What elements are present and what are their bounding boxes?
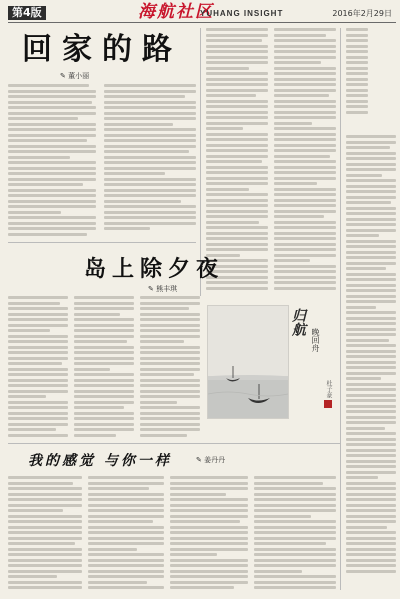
pen-icon: ✎ bbox=[196, 456, 202, 464]
article-body-col bbox=[274, 28, 336, 296]
issue-date: 2016年2月29日 bbox=[332, 9, 392, 18]
painting-artist: 晚回舟 bbox=[311, 328, 320, 352]
column-divider bbox=[340, 28, 341, 590]
article-body-col bbox=[8, 296, 68, 438]
author-name: 姜丹丹 bbox=[204, 456, 226, 464]
masthead-logo: 海航社区 bbox=[138, 2, 214, 22]
header-rule bbox=[8, 22, 396, 23]
article-byline bbox=[196, 456, 225, 465]
article-body-col bbox=[346, 135, 396, 590]
article-body-col bbox=[170, 476, 248, 592]
pen-icon: ✎ bbox=[148, 285, 154, 293]
article-title: 岛上除夕夜 bbox=[84, 256, 225, 282]
painting-signature: 杜子豪 bbox=[325, 380, 332, 398]
article-title: 回家的路 bbox=[22, 32, 182, 67]
painting-title: 归航 bbox=[290, 308, 306, 336]
page-number-tag: 第4版 bbox=[8, 6, 46, 20]
article-body-col bbox=[74, 296, 134, 438]
painting-seal-icon bbox=[324, 400, 332, 408]
article-byline bbox=[60, 72, 89, 81]
article-body-col bbox=[140, 296, 200, 438]
article-body-col bbox=[88, 476, 164, 592]
section-name: YUHANG INSIGHT bbox=[200, 9, 284, 18]
section-rule bbox=[8, 443, 340, 444]
pen-icon: ✎ bbox=[60, 72, 66, 80]
boat-on-water-illustration bbox=[208, 306, 288, 418]
article-body-col bbox=[8, 476, 82, 592]
article-body-col bbox=[104, 84, 196, 236]
article-byline bbox=[148, 285, 177, 294]
painting-image bbox=[207, 305, 289, 419]
author-name: 熊丰琪 bbox=[156, 285, 178, 293]
article-body-col bbox=[346, 28, 368, 128]
article-title: 我的感觉 与你一样 bbox=[28, 453, 172, 469]
article-body-col bbox=[254, 476, 336, 592]
section-rule bbox=[8, 242, 196, 243]
author-name: 董小丽 bbox=[68, 72, 90, 80]
article-body-col bbox=[8, 84, 96, 236]
